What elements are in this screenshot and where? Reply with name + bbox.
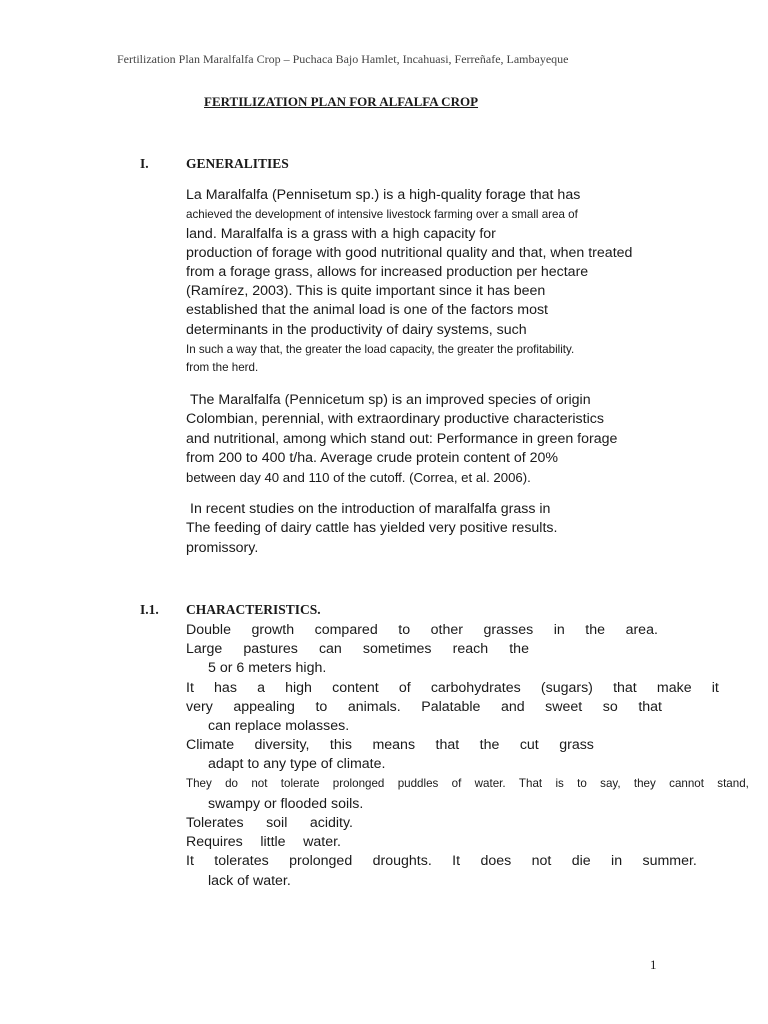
characteristic-line: Double growth compared to other grasses in the area. [186,622,658,638]
page-number: 1 [650,957,657,972]
section-heading: GENERALITIES [186,156,289,171]
characteristic-line: lack of water. [208,873,291,889]
paragraph-line: achieved the development of intensive livestock farming over a small area of [186,208,578,221]
paragraph-line: The feeding of dairy cattle has yielded very positive results. [186,520,558,536]
section-heading: CHARACTERISTICS. [186,602,321,617]
paragraph-line: (Ramírez, 2003). This is quite important since it has been [186,283,546,299]
characteristic-line: can replace molasses. [208,718,350,734]
paragraph-line: In such a way that, the greater the load capacity, the greater the profitability. [186,343,575,356]
characteristic-line: Large pastures can sometimes reach the [186,641,529,657]
characteristic-line: Climate diversity, this means that the cut grass [186,737,594,753]
characteristic-line: It tolerates prolonged droughts. It does not die in summer. [186,853,697,869]
paragraph-line: and nutritional, among which stand out: Performance in green forage [186,431,618,447]
paragraph-line: established that the animal load is one of the factors most [186,302,548,318]
paragraph-line: from 200 to 400 t/ha. Average crude protein content of 20% [186,450,559,466]
characteristic-line: Requires little water. [186,834,341,850]
paragraph-line: from a forage grass, allows for increased production per hectare [186,264,589,280]
paragraph-line: from the herd. [186,361,259,374]
paragraph-line: production of forage with good nutritional quality and that, when treated [186,245,633,261]
paragraph-line: determinants in the productivity of dairy systems, such [186,322,527,338]
characteristic-line: adapt to any type of climate. [208,756,386,772]
characteristic-line: Tolerates soil acidity. [186,815,353,831]
paragraph-line: La Maralfalfa (Pennisetum sp.) is a high-quality forage that has [186,187,581,203]
paragraph-line: In recent studies on the introduction of maralfalfa grass in [190,501,551,517]
paragraph-line: promissory. [186,540,259,556]
paragraph-line: The Maralfalfa (Pennicetum sp) is an improved species of origin [190,392,591,408]
paragraph-line: Colombian, perennial, with extraordinary productive characteristics [186,411,604,427]
running-header: Fertilization Plan Maralfalfa Crop – Puchaca Bajo Hamlet, Incahuasi, Ferreñafe, Lambayeque [117,52,569,66]
paragraph-line: land. Maralfalfa is a grass with a high capacity for [186,226,496,242]
characteristic-line: swampy or flooded soils. [208,796,364,812]
characteristic-line: 5 or 6 meters high. [208,660,327,676]
characteristic-line: They do not tolerate prolonged puddles of water. That is to say, they cannot stand, [186,777,749,790]
paragraph-line: between day 40 and 110 of the cutoff. (Correa, et al. 2006). [186,470,531,485]
document-title: FERTILIZATION PLAN FOR ALFALFA CROP [204,94,479,109]
section-number: I. [140,156,149,171]
section-number: I.1. [140,602,159,617]
characteristic-line: It has a high content of carbohydrates (sugars) that make it [186,680,719,696]
characteristic-line: very appealing to animals. Palatable and sweet so that [186,699,662,715]
